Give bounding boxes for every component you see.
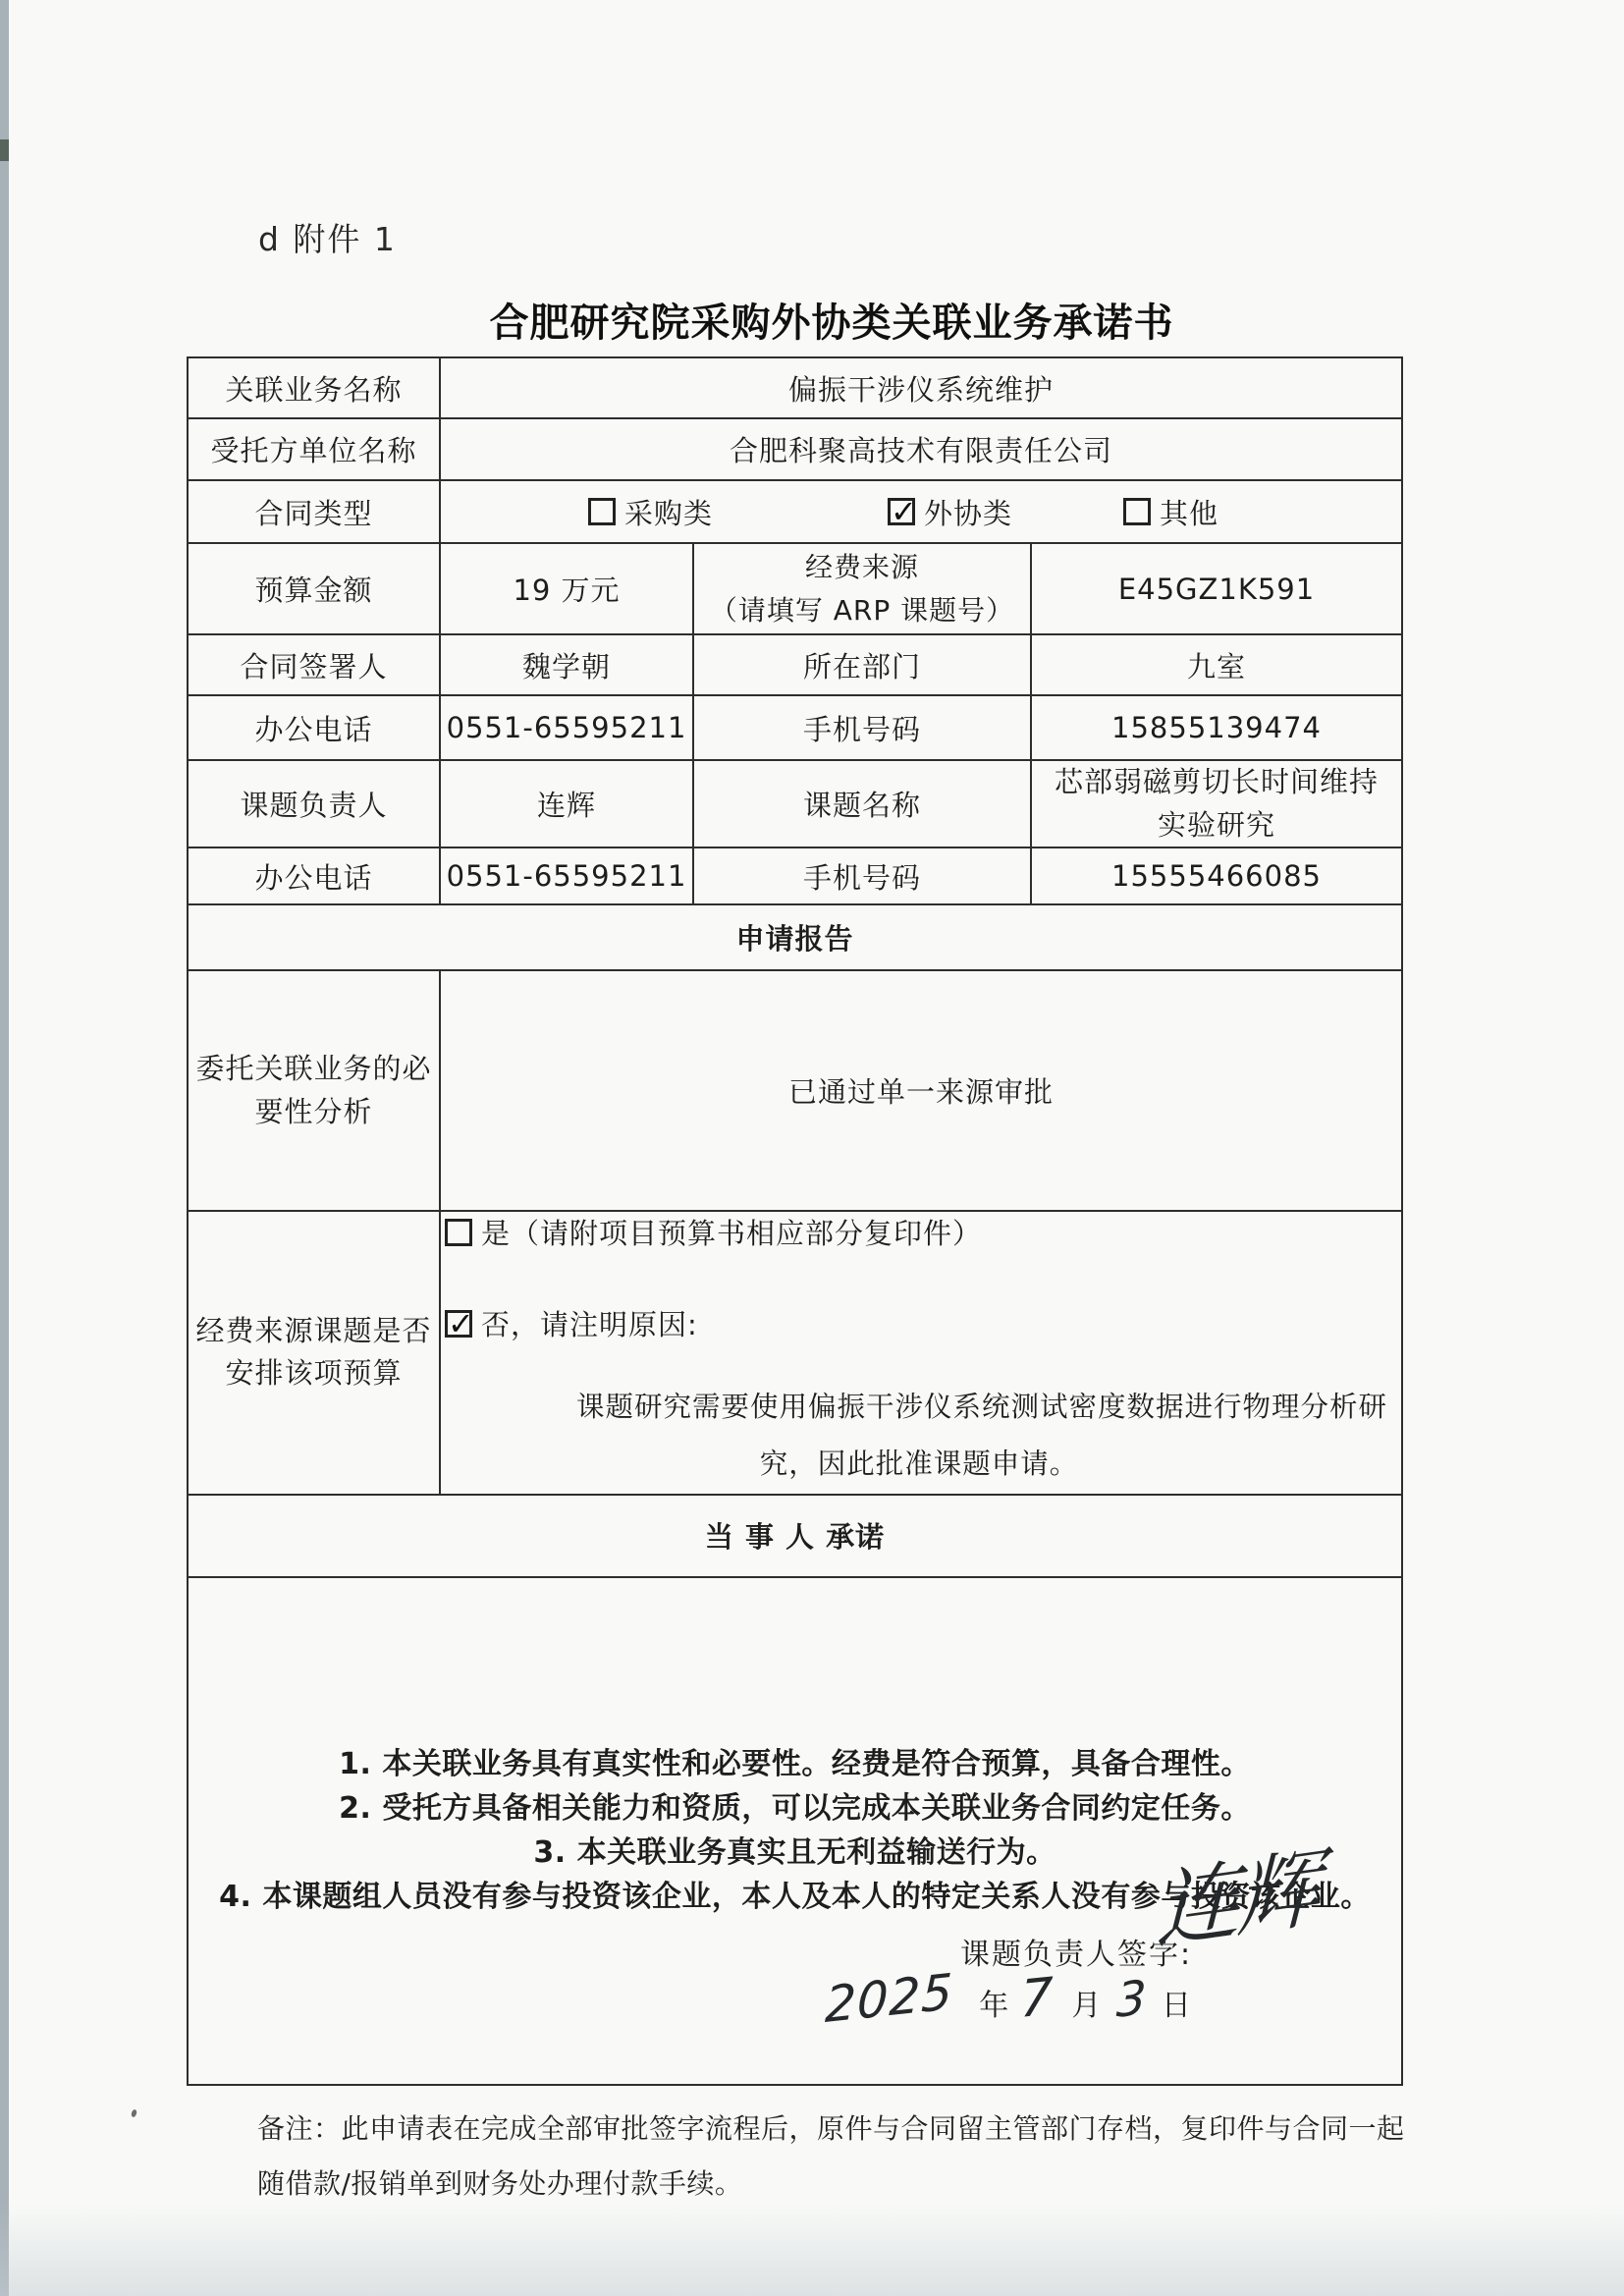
scan-edge-notch — [0, 139, 9, 161]
budget-arranged-reason: 课题研究需要使用偏振干涉仪系统测试密度数据进行物理分析研究，因此批准课题申请。 — [576, 1391, 1388, 1481]
row-project-leader — [188, 760, 1402, 847]
signature-date — [824, 1962, 1193, 2034]
label-mobile-number: 手机号码 — [693, 695, 1031, 760]
row-contract-signer — [188, 634, 1402, 695]
row-business-name — [188, 357, 1402, 418]
row-necessity-analysis — [188, 970, 1402, 1211]
checkbox-unchecked-icon — [445, 1219, 472, 1246]
funding-source-line2: （请填写 ARP 课题号） — [709, 593, 1015, 627]
signature-label: 课题负责人签字: — [960, 1937, 1193, 1972]
contract-type-option-other — [1123, 492, 1218, 532]
scan-bottom-shadow — [0, 2203, 1624, 2296]
form-table — [187, 356, 1403, 2086]
label-mobile-number: 手机号码 — [693, 847, 1031, 904]
row-application-report-header — [188, 904, 1402, 970]
row-trustee-unit — [188, 418, 1402, 480]
budget-arranged-label-line1: 经费来源课题是否 — [195, 1313, 432, 1347]
year-unit-label: 年 — [979, 1988, 1011, 2023]
value-office-phone: 0551-65595211 — [440, 847, 693, 904]
label-project-leader: 课题负责人 — [188, 760, 440, 847]
budget-arranged-label-line2: 安排该项预算 — [225, 1356, 403, 1391]
value-business-name: 偏振干涉仪系统维护 — [440, 357, 1402, 418]
row-commitment-header — [188, 1495, 1402, 1577]
label-budget-amount: 预算金额 — [188, 543, 440, 634]
value-project-leader: 连辉 — [440, 760, 693, 847]
funding-source-line1: 经费来源 — [804, 551, 919, 584]
option-label: 否，请注明原因: — [481, 1308, 698, 1341]
checkbox-checked-icon: ✓ — [888, 498, 915, 525]
budget-arranged-options — [440, 1211, 1402, 1495]
project-name-line2: 实验研究 — [1158, 807, 1276, 842]
row-office-phone-2 — [188, 847, 1402, 904]
checkbox-checked-icon: ✓ — [445, 1310, 472, 1338]
handwritten-month: 7 — [1019, 1966, 1056, 2030]
footer-note: 备注：此申请表在完成全部审批签字流程后，原件与合同留主管部门存档，复印件与合同一起随借款/报销单到财务处办理付款手续。 — [257, 2112, 1405, 2200]
commitment-item: 4. 本课题组人员没有参与投资该企业，本人及本人的特定关系人没有参与投资该企业。 — [219, 1880, 1371, 1915]
option-label: 其他 — [1160, 496, 1219, 530]
scan-edge-artifact — [0, 0, 9, 2296]
label-necessity-analysis — [188, 970, 440, 1211]
commitment-item: 3. 本关联业务真实且无利益输送行为。 — [533, 1835, 1056, 1871]
row-commitment-body — [188, 1577, 1402, 2085]
day-unit-label: 日 — [1161, 1988, 1193, 2023]
value-project-name — [1031, 760, 1402, 847]
label-office-phone: 办公电话 — [188, 847, 440, 904]
value-mobile-number: 15855139474 — [1031, 695, 1402, 760]
label-funding-source — [693, 543, 1031, 634]
value-contract-signer: 魏学朝 — [440, 634, 693, 695]
row-budget — [188, 543, 1402, 634]
option-label: 采购类 — [624, 496, 714, 530]
value-arp-project-number: E45GZ1K591 — [1031, 543, 1402, 634]
commitment-item: 1. 本关联业务具有真实性和必要性。经费是符合预算，具备合理性。 — [339, 1747, 1251, 1782]
row-office-phone-1 — [188, 695, 1402, 760]
scan-speck — [131, 2108, 137, 2117]
checkbox-unchecked-icon — [588, 498, 616, 525]
value-trustee-unit: 合肥科聚高技术有限责任公司 — [440, 418, 1402, 480]
value-mobile-number: 15555466085 — [1031, 847, 1402, 904]
row-budget-arranged — [188, 1211, 1402, 1495]
value-budget-amount: 19 万元 — [440, 543, 693, 634]
necessity-label-line2: 要性分析 — [254, 1094, 373, 1128]
value-necessity-analysis: 已通过单一来源审批 — [440, 970, 1402, 1211]
label-contract-type: 合同类型 — [188, 480, 440, 543]
section-header-commitment: 当 事 人 承诺 — [188, 1495, 1402, 1577]
checkbox-unchecked-icon — [1123, 498, 1151, 525]
document-title: 合肥研究院采购外协类关联业务承诺书 — [489, 301, 1174, 346]
month-unit-label: 月 — [1071, 1988, 1104, 2023]
section-header-application-report: 申请报告 — [188, 904, 1402, 970]
project-name-line1: 芯部弱磁剪切长时间维持 — [1055, 765, 1380, 798]
label-project-name: 课题名称 — [693, 760, 1031, 847]
label-department: 所在部门 — [693, 634, 1031, 695]
necessity-label-line1: 委托关联业务的必 — [195, 1052, 432, 1085]
handwritten-signature: 连辉 — [1155, 1838, 1317, 1961]
contract-type-option-outsourcing — [888, 492, 1012, 532]
handwritten-year: 2025 — [824, 1962, 954, 2034]
option-label: 是（请附项目预算书相应部分复印件） — [481, 1217, 983, 1250]
label-budget-arranged — [188, 1211, 440, 1495]
value-department: 九室 — [1031, 634, 1402, 695]
commitment-item: 2. 受托方具备相关能力和资质，可以完成本关联业务合同约定任务。 — [339, 1791, 1251, 1827]
label-office-phone: 办公电话 — [188, 695, 440, 760]
handwritten-day: 3 — [1115, 1969, 1149, 2029]
label-trustee-unit: 受托方单位名称 — [188, 418, 440, 480]
label-contract-signer: 合同签署人 — [188, 634, 440, 695]
budget-arranged-option-yes — [445, 1212, 1397, 1252]
row-contract-type — [188, 480, 1402, 543]
value-office-phone: 0551-65595211 — [440, 695, 693, 760]
attachment-label: d 附件 1 — [258, 220, 397, 258]
label-business-name: 关联业务名称 — [188, 357, 440, 418]
contract-type-options — [440, 480, 1402, 543]
commitment-body — [188, 1577, 1402, 2085]
option-label: 外协类 — [924, 496, 1013, 530]
budget-arranged-option-no — [445, 1303, 1397, 1343]
contract-type-option-purchase — [588, 492, 713, 532]
